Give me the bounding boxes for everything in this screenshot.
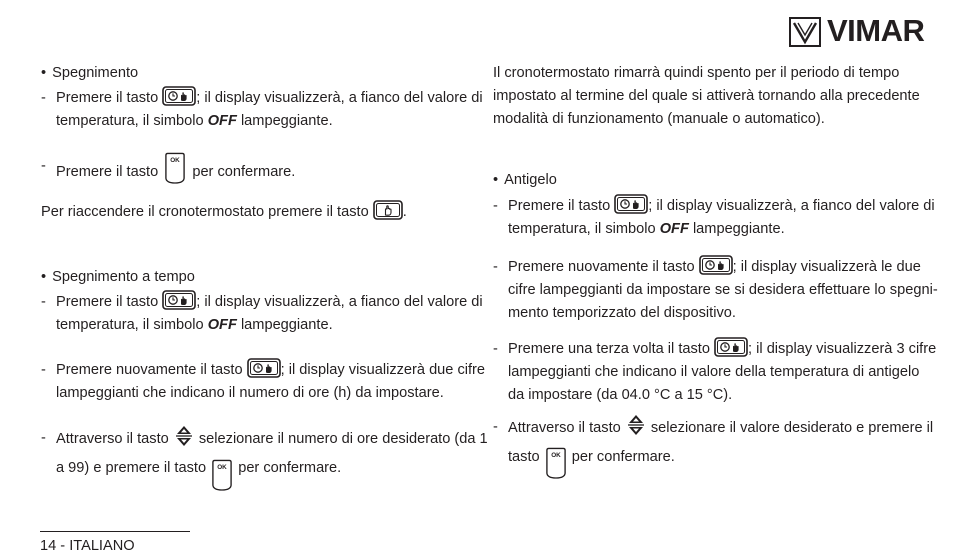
clock-mode-key-icon xyxy=(162,290,196,310)
manual-hand-key-icon xyxy=(373,200,403,220)
ok-key-icon xyxy=(212,458,232,492)
section-title-spegnimento-a-tempo: • Spegnimento a tempo xyxy=(41,269,195,285)
clock-mode-key-icon xyxy=(699,255,733,275)
bullet: • xyxy=(41,65,47,81)
spegnimento-tempo-step-1: - Premere il tasto ; il display visualizzerà, a fianco del valore di temperatura, il simbolo OFF lampeggiante. xyxy=(41,291,491,337)
spegnimento-tempo-step-3: - Attraverso il tasto selezionare il numero di ore desiderato (da 1 a 99) e premere il tasto per confermare. xyxy=(41,427,491,485)
vimar-logo-mark-icon xyxy=(789,17,821,47)
antigelo-step-2: - Premere nuovamente il tasto ; il display visualizzerà le due cifre lampeggianti da impostare se si desidera effettuare lo spegni-mento temporizzato del dispositivo. xyxy=(493,256,938,325)
up-down-arrows-icon xyxy=(627,413,645,437)
clock-mode-key-icon xyxy=(162,86,196,106)
antigelo-step-1: - Premere il tasto ; il display visualizzerà, a fianco del valore di temperatura, il simbolo OFF lampeggiante. xyxy=(493,195,938,241)
clock-mode-key-icon xyxy=(247,358,281,378)
ok-key-icon xyxy=(165,151,185,185)
intro-paragraph: Il cronotermostato rimarrà quindi spento per il periodo di tempo impostato al termine del quale si attiverà tornando alla precedente modalità di funzionamento (manuale o automatico). xyxy=(493,65,920,127)
antigelo-step-4: - Attraverso il tasto selezionare il valore desiderato e premere il tasto per confermare. xyxy=(493,416,938,474)
vimar-logo xyxy=(789,13,925,50)
spegnimento-step-2: - Premere il tasto per confermare. xyxy=(41,155,491,189)
clock-mode-key-icon xyxy=(614,194,648,214)
bullet: • xyxy=(493,172,499,188)
bullet: • xyxy=(41,269,47,285)
riaccendere-instruction: Per riaccendere il cronotermostato premere il tasto . xyxy=(41,201,481,224)
section-title-spegnimento: • Spegnimento xyxy=(41,65,139,81)
antigelo-step-3: - Premere una terza volta il tasto ; il display visualizzerà 3 cifre lampeggianti che indicano il valore della temperatura di antigelo da impostare (da 04.0 °C a 15 °C). xyxy=(493,338,938,407)
spegnimento-step-1: - Premere il tasto ; il display visualizzerà, a fianco del valore di temperatura, il simbolo OFF lampeggiante. xyxy=(41,87,491,133)
spegnimento-tempo-step-2: - Premere nuovamente il tasto ; il display visualizzerà due cifre lampeggianti che indicano il numero di ore (h) da impostare. xyxy=(41,359,491,405)
brand-name: VIMAR xyxy=(827,13,925,48)
ok-key-icon xyxy=(546,446,566,480)
section-title-antigelo: • Antigelo xyxy=(493,172,557,188)
footer-rule xyxy=(40,531,190,532)
page-footer: 14 - ITALIANO xyxy=(40,538,135,554)
clock-mode-key-icon xyxy=(714,337,748,357)
up-down-arrows-icon xyxy=(175,424,193,448)
